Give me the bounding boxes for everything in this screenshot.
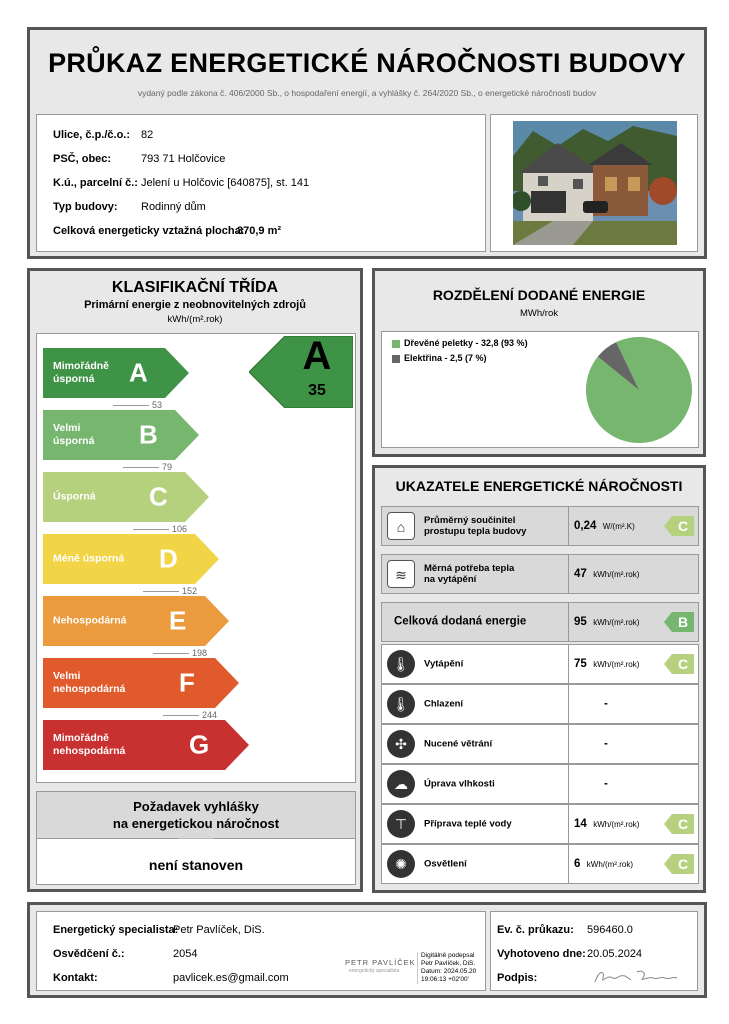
row-divider bbox=[568, 603, 569, 641]
result-class-value: 35 bbox=[308, 382, 326, 399]
psc-value: 793 71 Holčovice bbox=[141, 153, 226, 165]
class-badge-c: C bbox=[664, 654, 694, 674]
sign-label: Podpis: bbox=[497, 972, 538, 984]
class-label: Mimořádně úsporná bbox=[53, 360, 110, 385]
indicator-row bbox=[381, 602, 699, 642]
ku-label: K.ú., parcelní č.: bbox=[53, 177, 138, 189]
building-photo-frame bbox=[490, 114, 698, 252]
class-letter: D bbox=[159, 543, 178, 574]
fan-icon: ✣ bbox=[387, 730, 415, 758]
date-value: 20.05.2024 bbox=[587, 948, 643, 960]
contact-value[interactable]: pavlicek.es@gmail.com bbox=[173, 972, 289, 984]
indicator-row bbox=[381, 644, 699, 684]
area-value: 370,9 m² bbox=[237, 225, 282, 237]
class-threshold: 79 bbox=[123, 462, 172, 472]
distribution-panel bbox=[372, 268, 706, 457]
stamp-subtitle: energetický specialista bbox=[349, 968, 400, 974]
type-value: Rodinný dům bbox=[141, 201, 206, 213]
row-divider bbox=[568, 765, 569, 803]
row-divider bbox=[568, 685, 569, 723]
class-badge-c: C bbox=[664, 854, 694, 874]
signature-details bbox=[417, 952, 476, 984]
indicator-row bbox=[381, 764, 699, 804]
class-threshold: 244 bbox=[163, 710, 217, 720]
indicator-value: - bbox=[604, 778, 608, 790]
indicators-panel bbox=[372, 465, 706, 893]
building-photo bbox=[513, 121, 677, 245]
digital-signature-stamp bbox=[345, 952, 485, 990]
indicator-value: 6 kWh/(m².rok) bbox=[574, 858, 634, 870]
page-title: PRŮKAZ ENERGETICKÉ NÁROČNOSTI BUDOVY bbox=[48, 48, 686, 78]
classification-title: KLASIFIKAČNÍ TŘÍDA bbox=[111, 279, 279, 296]
contact-label: Kontakt: bbox=[53, 972, 98, 984]
class-letter: B bbox=[139, 419, 158, 450]
indicator-value: 0,24 W/(m².K) bbox=[574, 520, 635, 532]
cert-value: 2054 bbox=[173, 948, 198, 960]
thermometer-minus-icon: 🌡 bbox=[387, 690, 415, 718]
cert-label: Osvědčení č.: bbox=[53, 948, 125, 960]
specialist-value: Petr Pavlíček, DiS. bbox=[173, 924, 265, 936]
requirement-header bbox=[36, 791, 356, 839]
row-divider bbox=[568, 507, 569, 545]
stamp-name: PETR PAVLÍČEK bbox=[345, 958, 416, 967]
lightbulb-icon: ✺ bbox=[387, 850, 415, 878]
specialist-label: Energetický specialista: bbox=[53, 924, 179, 936]
sig-line-1: Digitálně podepsal bbox=[421, 952, 475, 959]
class-badge-c: C bbox=[664, 516, 694, 536]
class-label: Velmi nehospodárná bbox=[53, 670, 126, 695]
row-divider bbox=[568, 645, 569, 683]
distribution-title: ROZDĚLENÍ DODANÉ ENERGIE bbox=[432, 287, 646, 303]
type-label: Typ budovy: bbox=[53, 201, 118, 213]
class-threshold: 198 bbox=[153, 648, 207, 658]
class-arrow-g bbox=[43, 720, 249, 770]
handwritten-signature bbox=[591, 966, 681, 988]
psc-label: PSČ, obec: bbox=[53, 153, 112, 165]
building-info bbox=[36, 114, 486, 252]
street-value: 82 bbox=[141, 129, 154, 141]
class-letter: F bbox=[179, 667, 195, 698]
distribution-chart-area bbox=[381, 331, 699, 448]
ku-value: Jelení u Holčovic [640875], st. 141 bbox=[141, 177, 310, 189]
indicator-label: Měrná potřeba tepla na vytápění bbox=[424, 563, 515, 585]
class-arrow-c bbox=[43, 472, 209, 522]
legend-label-electricity: Elektřina - 2,5 (7 %) bbox=[404, 353, 487, 363]
indicator-label: Chlazení bbox=[424, 698, 464, 710]
class-letter: E bbox=[169, 605, 187, 636]
humidity-icon: ☁ bbox=[387, 770, 415, 798]
legend-swatch-electricity bbox=[392, 355, 400, 363]
row-divider bbox=[568, 805, 569, 843]
row-divider bbox=[568, 555, 569, 593]
indicator-label: Osvětlení bbox=[424, 858, 467, 870]
class-letter: G bbox=[189, 729, 210, 760]
class-arrow-d bbox=[43, 534, 219, 584]
distribution-pie-chart bbox=[584, 335, 694, 445]
distribution-unit: MWh/rok bbox=[520, 308, 558, 319]
class-scale bbox=[36, 333, 356, 783]
class-threshold: 152 bbox=[143, 586, 197, 596]
house-icon: ⌂ bbox=[387, 512, 415, 540]
ev-value: 596460.0 bbox=[587, 924, 633, 936]
area-label: Celková energeticky vztažná plocha: bbox=[53, 225, 245, 237]
page-subtitle: vydaný podle zákona č. 406/2000 Sb., o hospodaření energií, a vyhlášky č. 264/2020 Sb., o energetické náročnosti budov bbox=[137, 88, 597, 98]
faucet-icon: ⊤ bbox=[387, 810, 415, 838]
header-panel bbox=[27, 27, 707, 259]
street-label: Ulice, č.p./č.o.: bbox=[53, 129, 131, 141]
class-label: Méně úsporná bbox=[53, 552, 125, 565]
class-label: Velmi úsporná bbox=[53, 422, 95, 447]
indicator-value: 75 kWh/(m².rok) bbox=[574, 658, 640, 670]
sig-line-3: Datum: 2024.05.20 bbox=[421, 968, 477, 975]
certificate-info bbox=[490, 911, 698, 991]
classification-unit: kWh/(m².rok) bbox=[167, 314, 223, 325]
class-arrow-f bbox=[43, 658, 239, 708]
indicator-label: Průměrný součinitel prostupu tepla budovy bbox=[424, 515, 527, 537]
result-indicator bbox=[249, 336, 353, 408]
ev-label: Ev. č. průkazu: bbox=[497, 924, 574, 936]
class-label: Mimořádně nehospodárná bbox=[53, 732, 126, 757]
indicator-value: 14 kWh/(m².rok) bbox=[574, 818, 640, 830]
legend-item-electricity bbox=[392, 353, 487, 363]
class-threshold: 106 bbox=[133, 524, 187, 534]
legend-item-pellets bbox=[392, 338, 528, 348]
class-arrow-a bbox=[43, 348, 189, 398]
date-label: Vyhotoveno dne: bbox=[497, 948, 586, 960]
indicator-label: Vytápění bbox=[424, 658, 464, 670]
indicator-value: 47 kWh/(m².rok) bbox=[574, 568, 640, 580]
indicator-row bbox=[381, 844, 699, 884]
thermometer-plus-icon: 🌡 bbox=[387, 650, 415, 678]
requirement-title-1: Požadavek vyhlášky bbox=[133, 799, 259, 814]
legend-label-pellets: Dřevěné peletky - 32,8 (93 %) bbox=[404, 338, 528, 348]
indicator-value: - bbox=[604, 738, 608, 750]
indicator-value: - bbox=[604, 698, 608, 710]
indicator-row bbox=[381, 506, 699, 546]
requirement-value-box bbox=[36, 839, 356, 885]
classification-panel bbox=[27, 268, 363, 892]
specialist-info bbox=[36, 911, 486, 991]
result-class-letter: A bbox=[302, 334, 332, 378]
indicator-row bbox=[381, 554, 699, 594]
indicator-row bbox=[381, 684, 699, 724]
class-badge-c: C bbox=[664, 814, 694, 834]
sig-line-2: Petr Pavlíček, DiS. bbox=[421, 960, 476, 967]
class-threshold: 53 bbox=[113, 400, 162, 410]
footer-panel bbox=[27, 902, 707, 998]
classification-subtitle: Primární energie z neobnovitelných zdrojů bbox=[84, 299, 306, 311]
row-divider bbox=[568, 845, 569, 883]
legend-swatch-pellets bbox=[392, 340, 400, 348]
class-label: Úsporná bbox=[53, 490, 96, 503]
class-arrow-e bbox=[43, 596, 229, 646]
indicator-label: Úprava vlhkosti bbox=[424, 778, 495, 790]
indicators-title: UKAZATELE ENERGETICKÉ NÁROČNOSTI bbox=[395, 478, 683, 494]
class-letter: C bbox=[149, 481, 168, 512]
indicator-label: Nucené větrání bbox=[424, 738, 493, 750]
indicator-label: Celková dodaná energie bbox=[394, 615, 527, 628]
row-divider bbox=[568, 725, 569, 763]
requirement-value: není stanoven bbox=[148, 857, 244, 873]
class-label: Nehospodárná bbox=[53, 614, 127, 627]
class-letter: A bbox=[129, 357, 148, 388]
heat-waves-icon: ≋ bbox=[387, 560, 415, 588]
indicator-value: 95 kWh/(m².rok) bbox=[574, 616, 640, 628]
class-badge-b: B bbox=[664, 612, 694, 632]
indicator-row bbox=[381, 724, 699, 764]
sig-line-4: 19:06:13 +02'00' bbox=[421, 976, 469, 983]
requirement-title-2: na energetickou náročnost bbox=[112, 816, 280, 831]
class-arrow-b bbox=[43, 410, 199, 460]
indicator-row bbox=[381, 804, 699, 844]
indicator-label: Příprava teplé vody bbox=[424, 818, 512, 830]
